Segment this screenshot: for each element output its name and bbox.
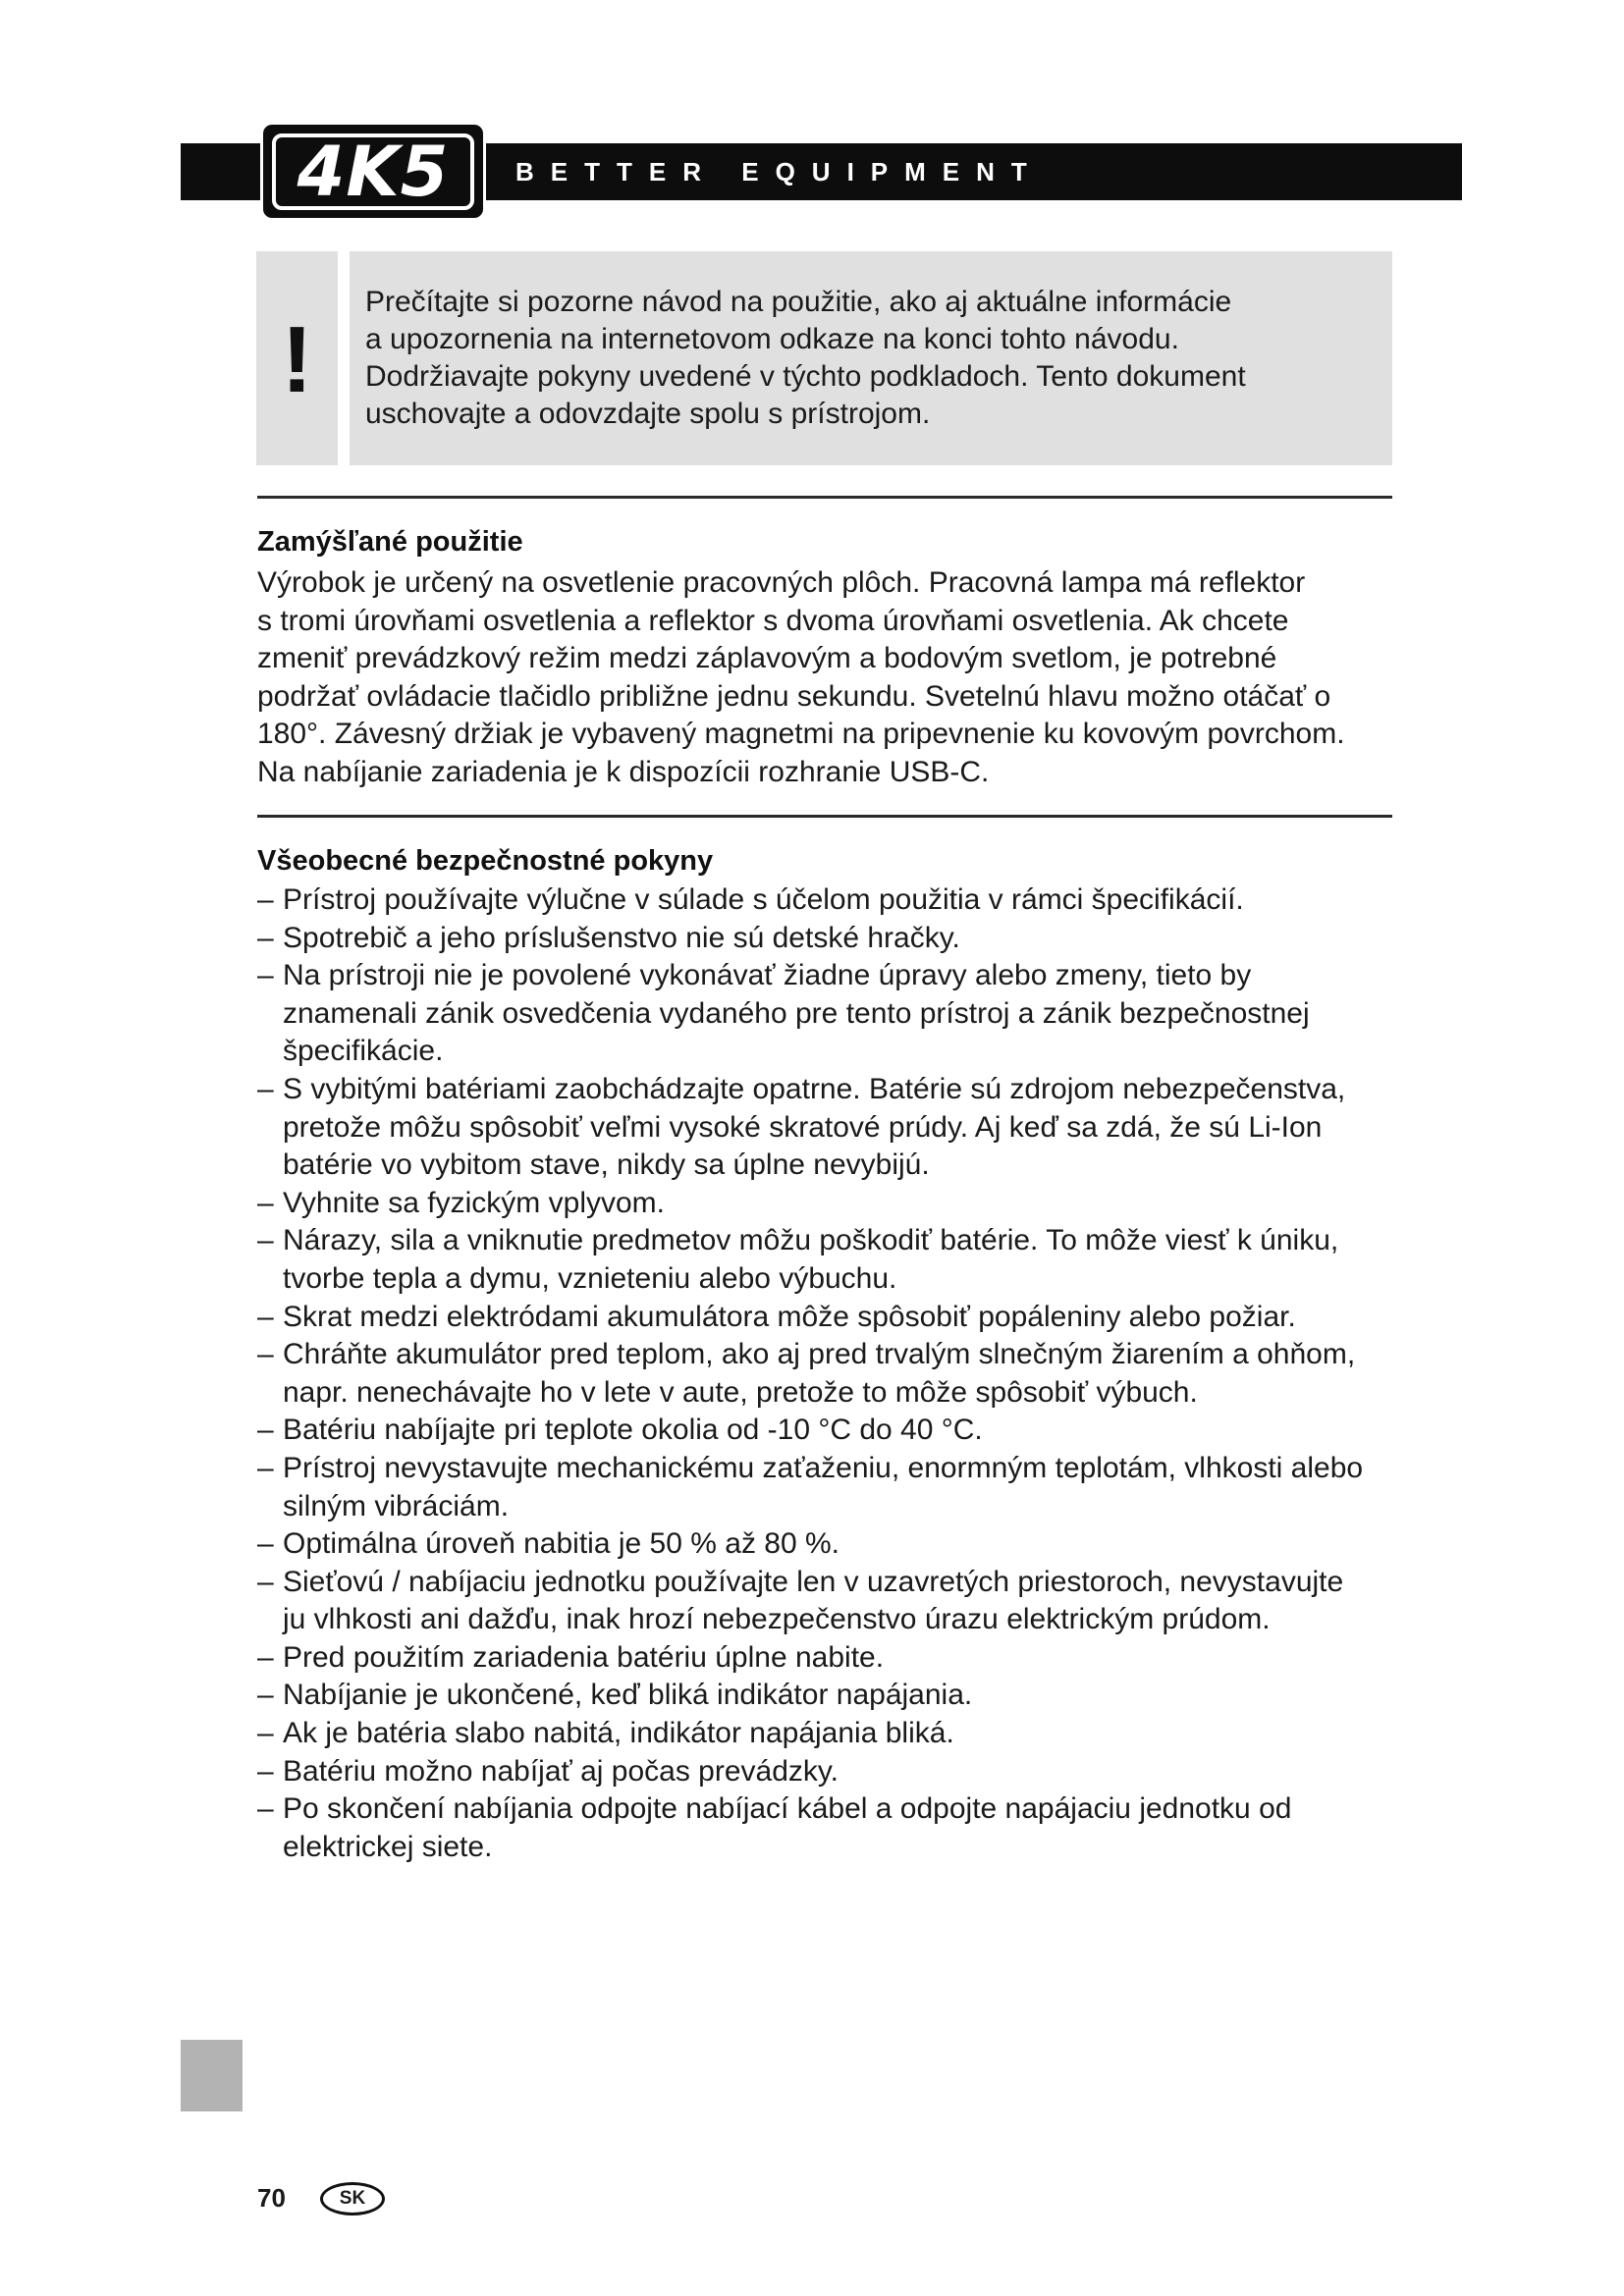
list-item — [257, 1790, 1396, 1866]
list-item — [257, 1753, 1396, 1791]
list-dash: – — [257, 921, 274, 954]
list-dash: – — [257, 1754, 274, 1788]
section-divider — [257, 496, 1392, 499]
list-item-line: Po skončení nabíjania odpojte nabíjací kábel a odpojte napájaciu jednotku od — [283, 1792, 1292, 1826]
list-item — [257, 1525, 1396, 1564]
list-item — [257, 1412, 1396, 1450]
list-dash: – — [257, 959, 274, 992]
notice-line: a upozornenia na internetovom odkaze na konci tohto návodu. — [365, 323, 1179, 355]
list-item-line: Prístroj používajte výlučne v súlade s účelom použitia v rámci špecifikácií. — [283, 883, 1244, 916]
section-divider — [257, 815, 1392, 818]
list-item-line: Spotrebič a jeho príslušenstvo nie sú detské hračky. — [283, 921, 960, 954]
list-item — [257, 1715, 1396, 1753]
paragraph-line: 180°. Závesný držiak je vybavený magnetmi na pripevnenie ku kovovým povrchom. — [257, 718, 1345, 750]
list-item-line: Sieťovú / nabíjaciu jednotku používajte len v uzavretých priestoroch, nevystavujte — [283, 1565, 1344, 1598]
language-badge — [320, 2182, 385, 2216]
list-dash: – — [257, 1072, 274, 1105]
paragraph-line: podržať ovládacie tlačidlo približne jednu sekundu. Svetelnú hlavu možno otáčať o — [257, 679, 1331, 713]
list-dash: – — [257, 1640, 274, 1674]
list-dash: – — [257, 1186, 274, 1219]
side-tab — [181, 2040, 243, 2111]
list-dash: – — [257, 883, 274, 916]
safety-list — [257, 881, 1396, 1866]
list-item-line: silným vibráciám. — [283, 1489, 510, 1522]
list-item-line: Ak je batéria slabo nabitá, indikátor napájania bliká. — [283, 1717, 954, 1750]
intended-use-title: Zamýšľané použitie — [257, 526, 523, 558]
list-item-line: Prístroj nevystavujte mechanickému zaťaženiu, enormným teplotám, vlhkosti alebo — [283, 1451, 1364, 1484]
list-item-line: S vybitými batériami zaobchádzajte opatrne. Batérie sú zdrojom nebezpečenstva, — [283, 1072, 1346, 1105]
list-item — [257, 957, 1396, 1071]
list-item — [257, 1564, 1396, 1639]
list-item-line: Optimálna úroveň nabitia je 50 % až 80 %. — [283, 1527, 839, 1561]
list-item-line: znamenali zánik osvedčenia vydaného pre tento prístroj a zánik bezpečnostnej — [283, 996, 1310, 1030]
list-item-line: Vyhnite sa fyzickým vplyvom. — [283, 1186, 665, 1219]
paragraph-line: Na nabíjanie zariadenia je k dispozícii rozhranie USB-C. — [257, 755, 990, 788]
paragraph-line: zmeniť prevádzkový režim medzi záplavovým a bodovým svetlom, je potrebné — [257, 642, 1277, 674]
notice-line: uschovajte a odovzdajte spolu s prístrojom. — [365, 398, 931, 430]
list-item-line: Nabíjanie je ukončené, keď bliká indikátor napájania. — [283, 1679, 973, 1712]
list-item-line: špecifikácie. — [283, 1035, 444, 1068]
list-item-line: Batériu možno nabíjať aj počas prevádzky. — [283, 1754, 839, 1788]
list-dash: – — [257, 1792, 274, 1826]
list-dash: – — [257, 1414, 274, 1447]
list-item — [257, 1222, 1396, 1298]
list-item-line: napr. nenechávajte ho v lete v aute, pretože to môže spôsobiť výbuch. — [283, 1375, 1198, 1409]
list-item-line: Chráňte akumulátor pred teplom, ako aj pred trvalým slnečným žiarením a ohňom, — [283, 1338, 1356, 1371]
list-item — [257, 1639, 1396, 1678]
list-item-line: tvorbe tepla a dymu, vznieteniu alebo výbuchu. — [283, 1261, 897, 1295]
list-item-line: batérie vo vybitom stave, nikdy sa úplne nevybijú. — [283, 1148, 930, 1182]
logo-frame — [272, 133, 474, 210]
list-item — [257, 1450, 1396, 1525]
notice-line: Dodržiavajte pokyny uvedené v týchto podkladoch. Tento dokument — [365, 360, 1246, 393]
notice-text — [365, 284, 1377, 433]
list-item-line: pretože môžu spôsobiť veľmi vysoké skratové prúdy. Aj keď sa zdá, že sú Li-Ion — [283, 1110, 1323, 1144]
list-dash: – — [257, 1717, 274, 1750]
notice-box — [350, 251, 1392, 465]
page-number: 70 — [257, 2183, 286, 2213]
list-item — [257, 1336, 1396, 1412]
notice-line: Prečítajte si pozorne návod na použitie, ako aj aktuálne informácie — [365, 286, 1232, 318]
list-item-line: Skrat medzi elektródami akumulátora môže spôsobiť popáleniny alebo požiar. — [283, 1300, 1296, 1333]
brand-logo — [260, 122, 486, 221]
list-dash: – — [257, 1224, 274, 1257]
brand-tagline: BETTER EQUIPMENT — [515, 157, 1044, 187]
list-item-line: Na prístroji nie je povolené vykonávať žiadne úpravy alebo zmeny, tieto by — [283, 959, 1252, 992]
list-item-line: elektrickej siete. — [283, 1830, 493, 1863]
list-item — [257, 881, 1396, 920]
paragraph-line: s tromi úrovňami osvetlenia a reflektor s dvoma úrovňami osvetlenia. Ak chcete — [257, 604, 1289, 637]
list-item — [257, 1677, 1396, 1715]
list-item-line: Pred použitím zariadenia batériu úplne nabite. — [283, 1640, 885, 1674]
list-dash: – — [257, 1300, 274, 1333]
list-dash: – — [257, 1679, 274, 1712]
list-dash: – — [257, 1338, 274, 1371]
paragraph-line: Výrobok je určený na osvetlenie pracovných plôch. Pracovná lampa má reflektor — [257, 566, 1306, 599]
list-item — [257, 1185, 1396, 1223]
list-item — [257, 1071, 1396, 1185]
list-item-line: Batériu nabíjajte pri teplote okolia od -10 °C do 40 °C. — [283, 1414, 983, 1447]
notice-icon-box — [256, 251, 338, 465]
list-dash: – — [257, 1527, 274, 1561]
warning-icon: ! — [281, 307, 313, 412]
intended-use-paragraph — [257, 564, 1392, 791]
list-item — [257, 1299, 1396, 1337]
list-item-line: ju vlhkosti ani dažďu, inak hrozí nebezpečenstvo úrazu elektrickým prúdom. — [283, 1603, 1271, 1636]
safety-title: Všeobecné bezpečnostné pokyny — [257, 845, 714, 877]
list-dash: – — [257, 1565, 274, 1598]
language-code: SK — [339, 2188, 366, 2209]
list-item — [257, 920, 1396, 958]
list-item-line: Nárazy, sila a vniknutie predmetov môžu poškodiť batérie. To môže viesť k úniku, — [283, 1224, 1339, 1257]
list-dash: – — [257, 1451, 274, 1484]
logo-text: 4K5 — [297, 131, 450, 212]
